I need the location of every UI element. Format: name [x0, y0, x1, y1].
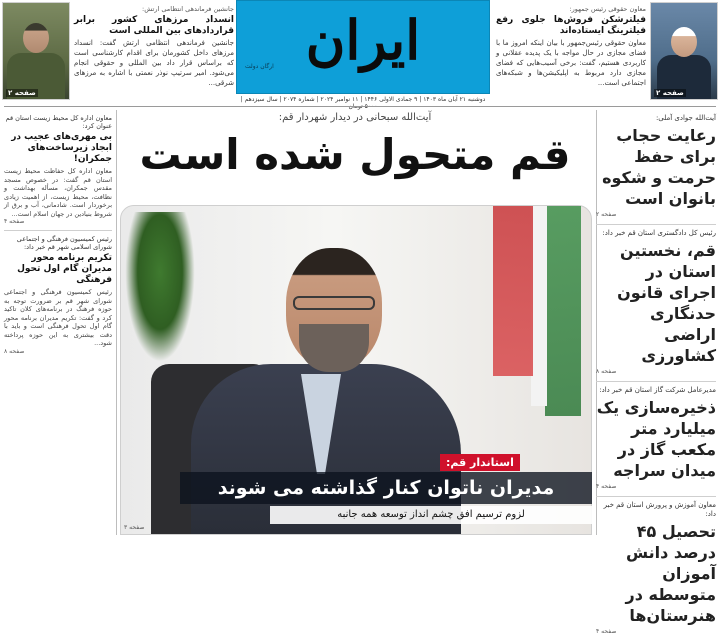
teaser-kicker: معاون حقوقی رئیس جمهور: — [569, 5, 646, 13]
plant-graphic — [125, 212, 195, 362]
list-item[interactable] — [596, 382, 716, 497]
item-kicker: رئیس کل دادگستری استان قم خبر داد: — [602, 229, 716, 237]
newspaper-logo: ایران — [305, 8, 421, 72]
item-body: معاون اداره کل حفاظت محیط زیست استان قم گفت: در خصوص مسجد مقدس جمکران، مسأله بهداشت و نظافت، محیط زیست، از اهمیت زیادی برخوردار است. شادمانی، آب و برق از شروط بنیادین در جهان اسلام است... — [4, 167, 112, 218]
item-headline[interactable]: رعایت حجاب برای حفظ حرمت و شکوه بانوان است — [602, 126, 716, 208]
left-column-divider — [116, 110, 117, 535]
item-page-ref: صفحه ۴ — [4, 218, 25, 225]
item-headline[interactable]: ذخیره‌سازی یک میلیارد متر مکعب گاز در میدان سراجه — [596, 398, 716, 480]
person-head-graphic — [671, 27, 697, 57]
item-kicker: رئیس کمیسیون فرهنگی و اجتماعی شورای اسلامی شهر قم خبر داد: — [16, 235, 112, 251]
flag-red-stripe — [493, 206, 533, 376]
item-headline[interactable]: تکریم برنامه محور مدیران گام اول تحول فرهنگی — [17, 253, 112, 285]
flag-green-stripe — [545, 206, 581, 416]
photo-caption: صفحه ۲ — [8, 89, 36, 97]
person-head-graphic — [23, 23, 49, 53]
glasses-graphic — [293, 296, 375, 310]
photo-headline[interactable]: مدیران ناتوان کنار گذاشته می شوند — [180, 472, 592, 504]
item-kicker: معاون اداره کل محیط زیست استان قم عنوان کرد: — [5, 114, 112, 130]
item-kicker: مدیرعامل شرکت گاز استان قم خبر داد: — [599, 386, 716, 394]
list-item[interactable] — [596, 497, 716, 641]
list-item[interactable] — [596, 225, 716, 382]
item-body: رئیس کمیسیون فرهنگی و اجتماعی شورای شهر قم بر ضرورت توجه به حوزه فرهنگ در برنامه‌های کلان تاکید کرد و گفت: تکریم مدیران برنامه محور گام اول تحول فرهنگی است و باید با دقت بیشتری به این حوزه پرداخته شود... — [4, 288, 112, 347]
main-kicker: آیت‌الله سبحانی در دیدار شهردار قم: — [278, 112, 432, 123]
masthead-tagline: ارگان دولت — [245, 63, 274, 70]
item-page-ref: صفحه ۴ — [596, 483, 617, 490]
teaser-headline[interactable]: فیلترشکن فروش‌ها جلوی رفع فیلترینگ ایستاده‌اند — [496, 15, 646, 36]
item-page-ref: صفحه ۸ — [4, 347, 25, 355]
flag-white-stripe — [531, 206, 547, 406]
list-item[interactable] — [4, 110, 112, 231]
beard-graphic — [299, 324, 369, 372]
top-right-teaser[interactable] — [496, 4, 646, 88]
item-headline[interactable]: تحصیل ۴۵ درصد دانش آموزان متوسطه در هنرستان‌ها — [625, 522, 716, 625]
top-right-photo — [650, 2, 718, 100]
photo-caption: صفحه ۲ — [656, 89, 684, 97]
teaser-kicker: جانشین فرماندهی انتظامی ارتش: — [142, 5, 234, 13]
list-item[interactable] — [4, 231, 112, 360]
item-kicker: آیت‌الله جوادی آملی: — [655, 114, 716, 122]
item-page-ref: صفحه ۲ — [596, 211, 617, 218]
top-band — [0, 0, 720, 104]
item-headline[interactable]: بی مهری‌های عجیب در ابجاد زیرساخت‌های جمکران! — [11, 132, 112, 164]
top-divider — [4, 106, 716, 107]
list-item[interactable] — [596, 110, 716, 225]
masthead-date-line: دوشنبه ۲۱ آبان ماه ۱۴۰۳ | ۹ جمادی الاولی ۱۴۴۶ | ۱۱ نوامبر ۲۰۲۴ | شماره ۲۰۷۴ | سال سیزدهم | — [240, 96, 486, 103]
photo-subline: لزوم ترسیم افق چشم انداز توسعه همه جانبه — [270, 506, 592, 524]
top-left-photo — [2, 2, 70, 100]
teaser-headline[interactable]: انسداد مرزهای کشور برابر قراردادهای بین المللی است — [74, 15, 234, 36]
item-kicker: معاون آموزش و پرورش استان قم خبر داد: — [603, 501, 716, 518]
item-headline[interactable]: قم، نخستین استان در اجرای قانون حدنگاری اراضی کشاورزی — [617, 241, 716, 365]
teaser-body: معاون حقوقی رئیس‌جمهور با بیان اینکه امروز ما با فضای مجازی در حال مواجه با یک پدیده عقلانی و کاربردی هستیم، گفت: برخی آسیب‌هایی که فضای مجازی دارد مربوط به اپلیکیشن‌ها و شبکه‌های اجتماعی است... — [496, 39, 646, 87]
masthead — [236, 0, 490, 94]
photo-page-ref: صفحه ۳ — [124, 524, 145, 531]
photo-label-badge: استاندار قم: — [440, 454, 520, 471]
main-headline[interactable]: قم متحول شده است — [139, 130, 571, 179]
item-page-ref: صفحه ۸ — [596, 368, 617, 375]
right-news-column — [596, 110, 716, 641]
top-left-teaser[interactable] — [74, 4, 234, 88]
teaser-body: جانشین فرماندهی انتظامی ارتش گفت: انسداد مرزهای داخل کشورمان برای اقدام کارشناسی است که براساس قرار داد بین المللی و حقوقی انجام می‌شود. امیر سرتیپ نوذر نعمتی با اشاره به مرزهای شرقی... — [74, 39, 234, 87]
item-page-ref: صفحه ۴ — [596, 628, 617, 635]
left-news-column — [4, 110, 112, 360]
